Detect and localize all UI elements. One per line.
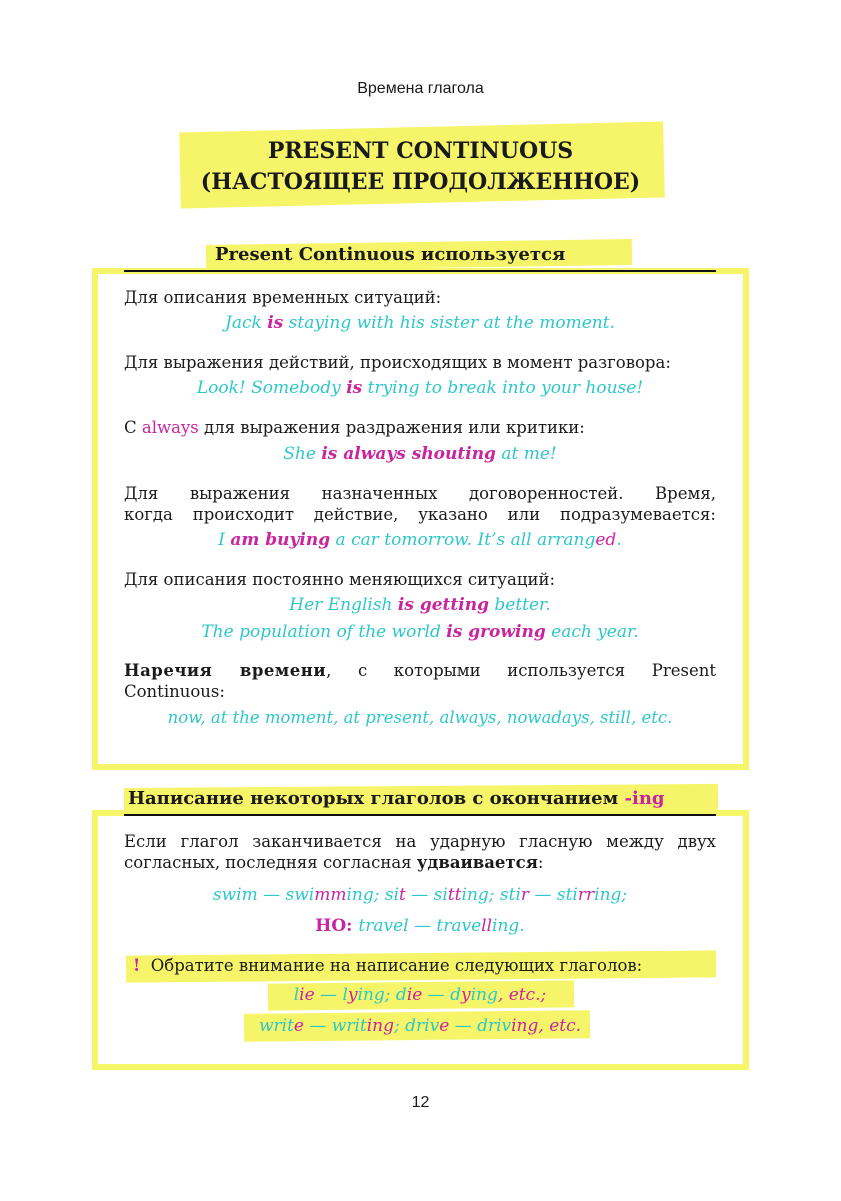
example-always: She is always shouting at me! (283, 444, 557, 464)
example-ie: lie — lying; die — dying, etc.; (293, 985, 547, 1005)
example-changing-2: The population of the world is growing each year. (201, 622, 639, 642)
page-title (150, 136, 691, 198)
usage-heading: Present Continuous используется (215, 244, 566, 265)
example-now: Look! Somebody is trying to break into your house! (196, 378, 644, 398)
title-line-1: PRESENT CONTINUOUS (267, 138, 574, 164)
usage-changing: Для описания постоянно меняющихся ситуаций: (124, 570, 556, 589)
doubling-rule-1: Если глагол заканчивается на ударную гласную между двух (124, 832, 716, 851)
example-changing-1: Her English is getting better. (289, 595, 551, 615)
usage-arrangements-1: Для выражения назначенных договоренностей. Время, (124, 484, 716, 503)
exclamation-icon: ! (133, 956, 141, 975)
exception-example: НО: travel — travelling. (315, 916, 525, 936)
running-title: Времена глагола (357, 80, 484, 97)
usage-now: Для выражения действий, происходящих в момент разговора: (124, 353, 671, 372)
spelling-heading: Написание некоторых глаголов с окончанием -ing (128, 788, 665, 809)
doubling-rule-2: согласных, последняя согласная удваивается: (124, 853, 544, 872)
note: ! Обратите внимание на написание следующих глаголов: (133, 956, 643, 975)
adverbs-intro-1: Наречия времени, с которыми используется Present (124, 661, 716, 680)
example-e: write — writing; drive — driving, etc. (258, 1016, 582, 1036)
usage-heading-rule (124, 270, 716, 272)
adverbs-list: now, at the moment, at present, always, nowadays, still, etc. (167, 708, 673, 727)
doubling-examples: swim — swimming; sit — sitting; stir — stirring; (212, 885, 628, 905)
usage-temporary: Для описания временных ситуаций: (124, 288, 442, 307)
usage-always: С always для выражения раздражения или критики: (124, 418, 585, 437)
title-line-2: (НАСТОЯЩЕЕ ПРОДОЛЖЕННОЕ) (200, 169, 641, 195)
example-arrangements: I am buying a car tomorrow. It’s all arranged. (218, 530, 622, 550)
page-number: 12 (411, 1094, 430, 1111)
adverbs-intro-2: Continuous: (124, 682, 225, 701)
usage-arrangements-2: когда происходит действие, указано или подразумевается: (124, 505, 716, 524)
spelling-heading-rule (124, 814, 716, 816)
example-temporary: Jack is staying with his sister at the moment. (225, 313, 615, 333)
